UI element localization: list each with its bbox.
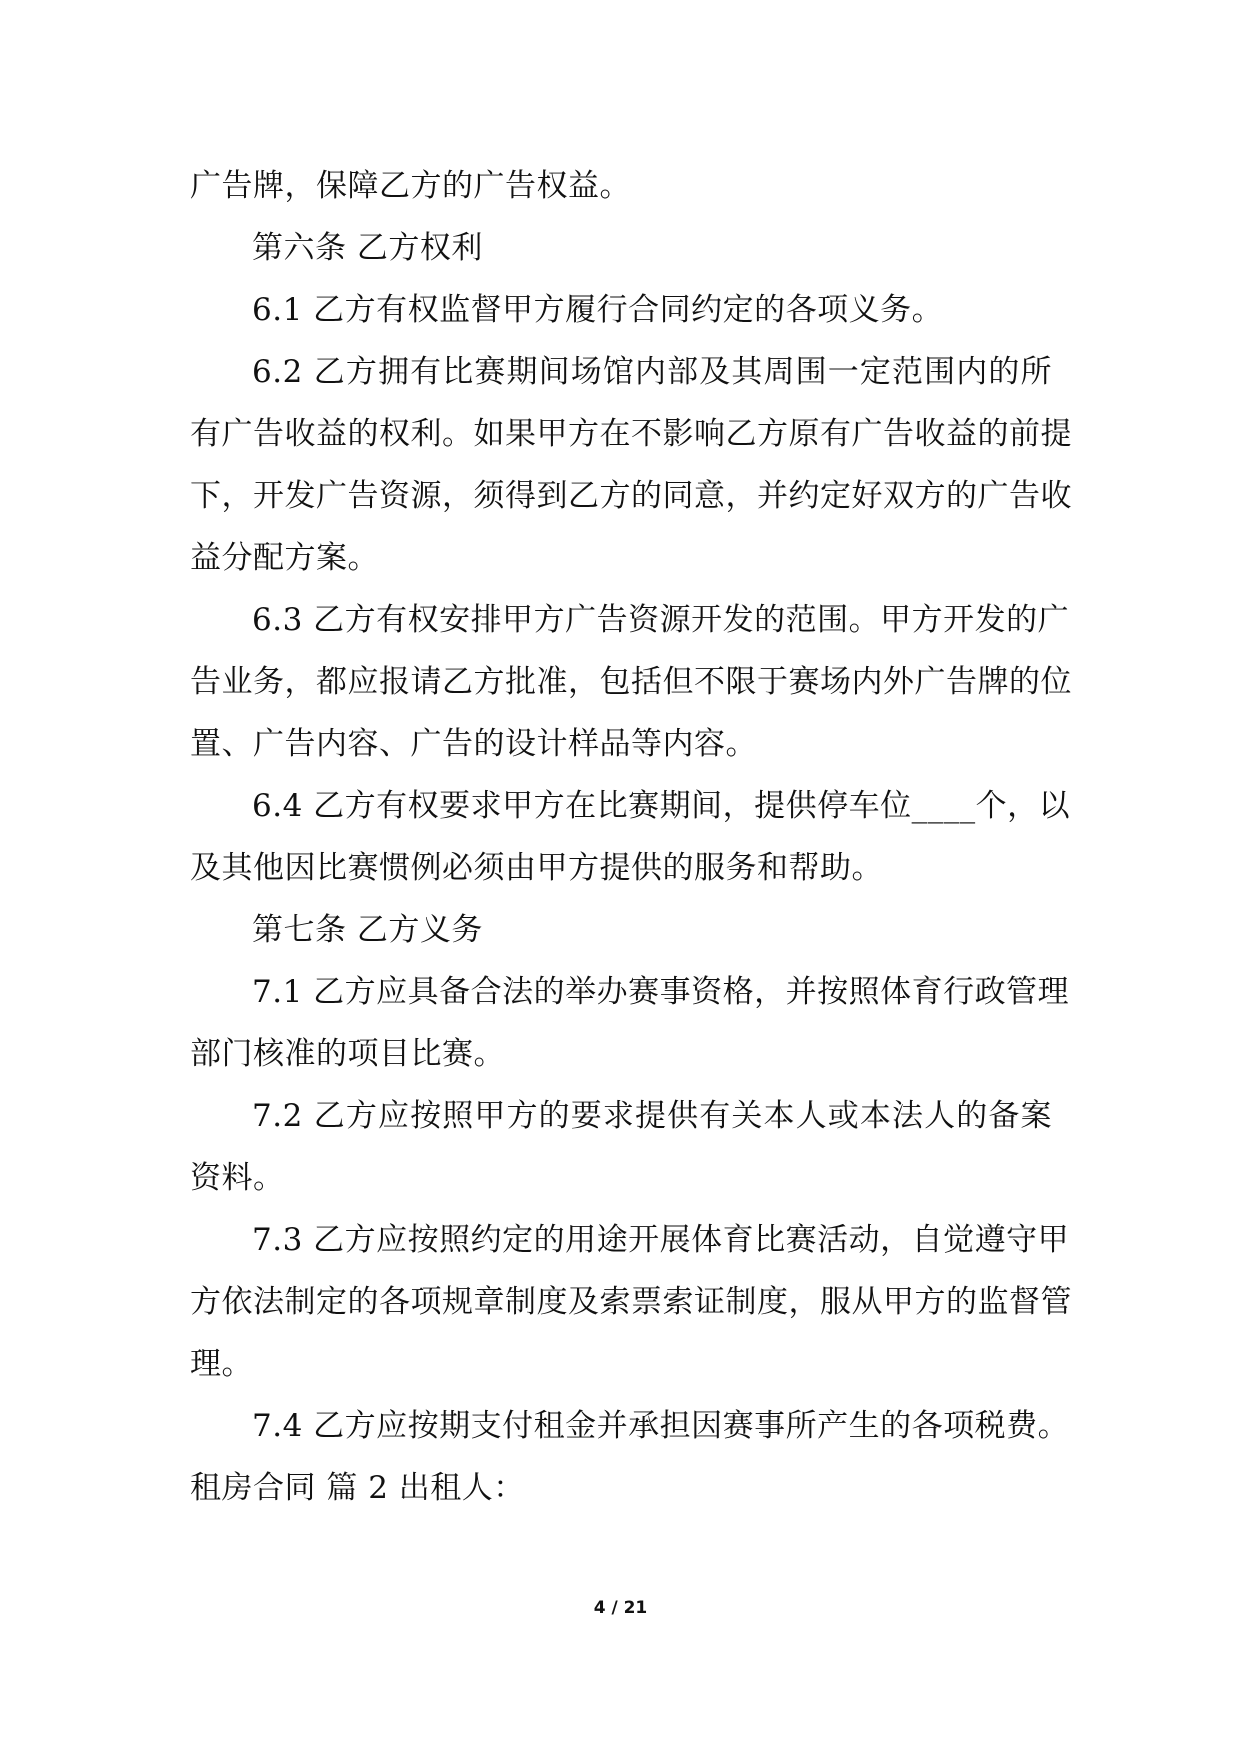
text-line: 租房合同 篇 2 出租人： xyxy=(190,1470,525,1506)
text-line: 下，开发广告资源，须得到乙方的同意，并约定好双方的广告收 xyxy=(190,478,1072,514)
text-line: 6.2 乙方拥有比赛期间场馆内部及其周围一定范围内的所 xyxy=(252,354,1052,390)
text-line: 7.1 乙方应具备合法的举办赛事资格，并按照体育行政管理 xyxy=(252,974,1070,1010)
text-line: 广告牌，保障乙方的广告权益。 xyxy=(190,168,631,204)
text-line: 6.4 乙方有权要求甲方在比赛期间，提供停车位____个，以 xyxy=(252,788,1071,824)
text-line: 益分配方案。 xyxy=(190,540,379,576)
text-line: 6.3 乙方有权安排甲方广告资源开发的范围。甲方开发的广 xyxy=(252,602,1070,638)
text-line: 置、广告内容、广告的设计样品等内容。 xyxy=(190,726,757,762)
text-line: 第七条 乙方义务 xyxy=(252,912,483,948)
document-body xyxy=(190,155,1072,1519)
text-line: 有广告收益的权利。如果甲方在不影响乙方原有广告收益的前提 xyxy=(190,416,1072,452)
text-line: 部门核准的项目比赛。 xyxy=(190,1036,505,1072)
text-line: 告业务，都应报请乙方批准，包括但不限于赛场内外广告牌的位 xyxy=(190,664,1072,700)
text-line: 理。 xyxy=(190,1346,253,1382)
text-line: 第六条 乙方权利 xyxy=(252,230,483,266)
text-line: 及其他因比赛惯例必须由甲方提供的服务和帮助。 xyxy=(190,850,883,886)
text-line: 资料。 xyxy=(190,1160,285,1196)
page-number: 4 / 21 xyxy=(593,1598,648,1618)
text-line: 7.4 乙方应按期支付租金并承担因赛事所产生的各项税费。 xyxy=(252,1408,1070,1444)
text-line: 7.2 乙方应按照甲方的要求提供有关本人或本法人的备案 xyxy=(252,1098,1052,1134)
text-line: 7.3 乙方应按照约定的用途开展体育比赛活动，自觉遵守甲 xyxy=(252,1222,1070,1258)
text-line: 6.1 乙方有权监督甲方履行合同约定的各项义务。 xyxy=(252,292,944,328)
text-line: 方依法制定的各项规章制度及索票索证制度，服从甲方的监督管 xyxy=(190,1284,1072,1320)
